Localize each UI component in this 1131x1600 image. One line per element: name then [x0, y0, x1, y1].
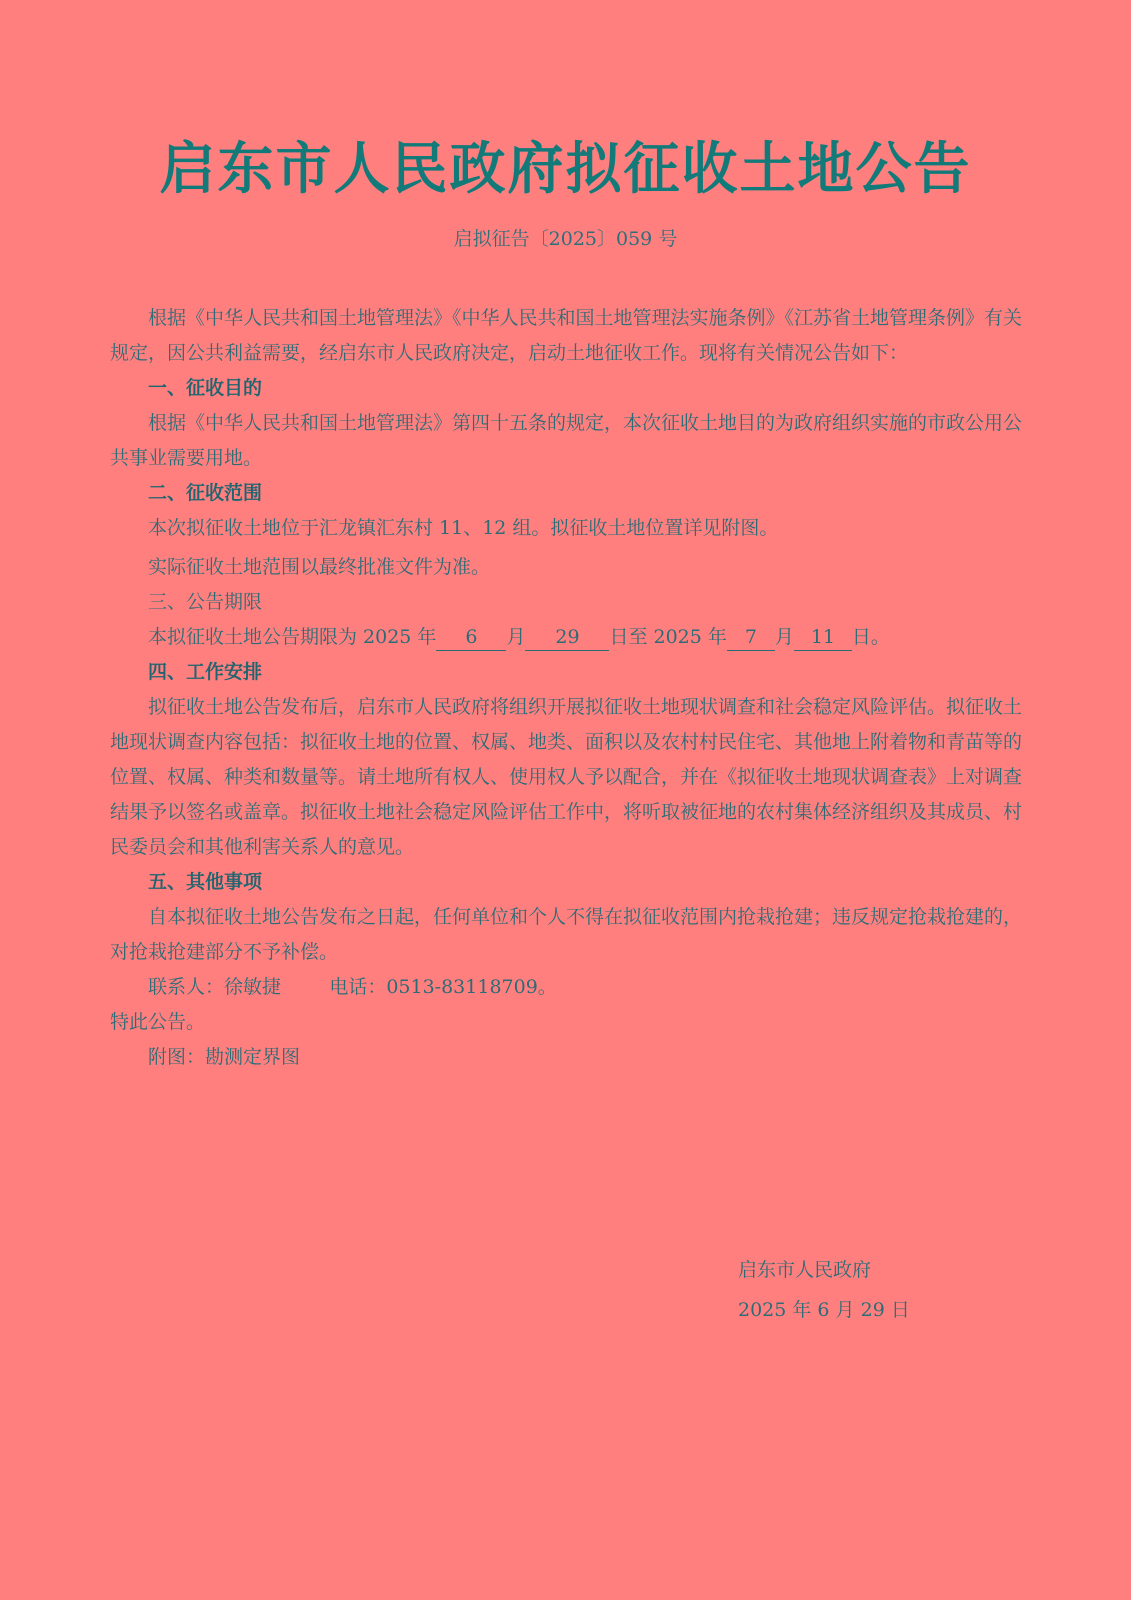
period-suffix: 日。: [851, 626, 890, 648]
issue-date: 2025 年 6 月 29 日: [738, 1299, 910, 1321]
section-1-text: 根据《中华人民共和国土地管理法》第四十五条的规定，本次征收土地目的为政府组织实施的市政公用公共事业需要用地。: [110, 412, 1023, 469]
section-1-heading: 一、征收目的: [148, 377, 263, 399]
section-3-heading: 三、公告期限: [148, 591, 263, 613]
section-4-text: 拟征收土地公告发布后，启东市人民政府将组织开展拟征收土地现状调查和社会稳定风险评估。拟征收土地现状调查内容包括：拟征收土地的位置、权属、地类、面积以及农村村民住宅、其他地上附着物和青苗等的位置、权属、种类和数量等。请土地所有权人、使用权人予以配合，并在《拟征收土地现状调查表》上对调查结果予以签名或盖章。拟征收土地社会稳定风险评估工作中，将听取被征地的农村集体经济组织及其成员、村民委员会和其他利害关系人的意见。: [110, 696, 1023, 858]
section-2-heading: 二、征收范围: [148, 482, 263, 504]
start-month-field: 6: [436, 624, 506, 651]
section-4-heading: 四、工作安排: [148, 661, 263, 683]
end-day-field: 11: [794, 624, 852, 651]
document-number: 启拟征告〔2025〕059 号: [453, 228, 678, 250]
notice-body: [110, 301, 1022, 1075]
period-prefix: 本拟征收土地公告期限为 2025 年: [148, 626, 437, 648]
page-title: 启东市人民政府拟征收土地公告: [159, 137, 972, 202]
section-2-text-1: 本次拟征收土地位于汇龙镇汇东村 11、12 组。拟征收土地位置详见附图。: [148, 517, 779, 539]
section-2-text-2: 实际征收土地范围以最终批准文件为准。: [148, 556, 491, 578]
closing-line: 特此公告。: [110, 1011, 206, 1033]
attachment-line: 附图：勘测定界图: [148, 1046, 301, 1068]
intro-paragraph: 根据《中华人民共和国土地管理法》《中华人民共和国土地管理法实施条例》《江苏省土地管理条例》有关规定，因公共利益需要，经启东市人民政府决定，启动土地征收工作。现将有关情况公告如下：: [110, 307, 1023, 364]
start-day-field: 29: [525, 624, 609, 651]
contact-line: 联系人：徐敏捷 电话：0513-83118709。: [148, 976, 557, 998]
signer: 启东市人民政府: [738, 1259, 872, 1281]
section-5-text: 自本拟征收土地公告发布之日起，任何单位和个人不得在拟征收范围内抢栽抢建；违反规定抢栽抢建的，对抢栽抢建部分不予补偿。: [110, 906, 1023, 963]
section-5-heading: 五、其他事项: [148, 871, 263, 893]
end-month-field: 7: [727, 624, 775, 651]
period-month-label-1: 月: [506, 626, 526, 648]
period-mid-text: 日至 2025 年: [609, 626, 727, 648]
period-month-label-2: 月: [774, 626, 794, 648]
section-3-text: [110, 620, 1022, 655]
